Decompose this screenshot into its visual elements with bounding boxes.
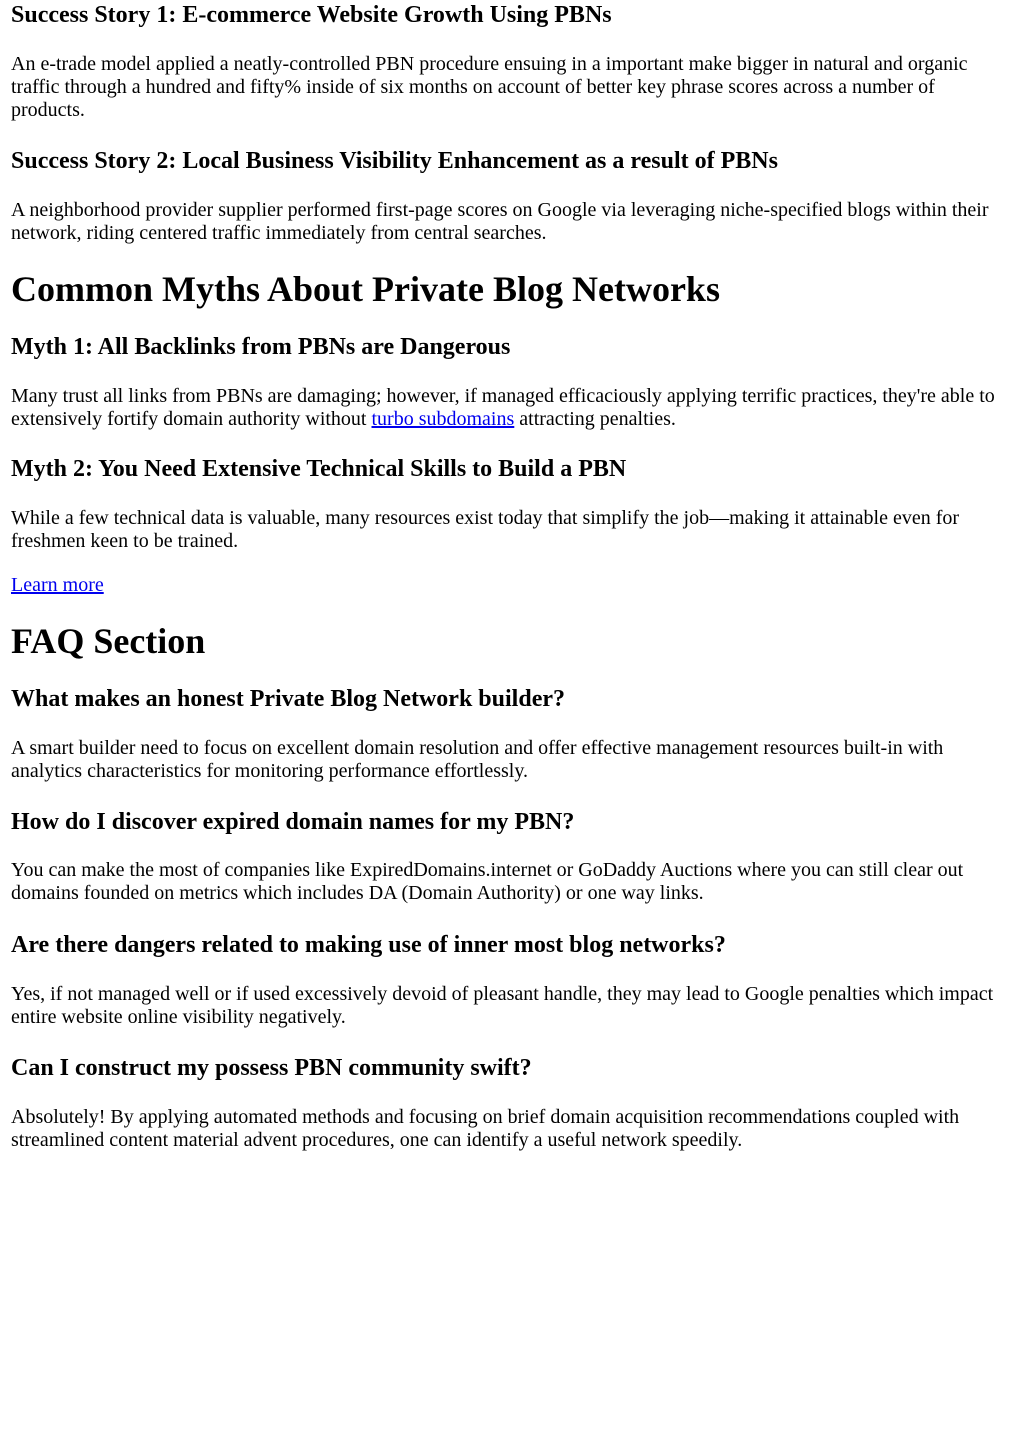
learn-more-link[interactable]: Learn more (11, 574, 104, 596)
faq-1-question: What makes an honest Private Blog Network builder? (11, 686, 565, 712)
myths-heading: Common Myths About Private Blog Networks (11, 269, 720, 309)
faq-3-question: Are there dangers related to making use of inner most blog networks? (11, 932, 726, 958)
myth-1-heading: Myth 1: All Backlinks from PBNs are Dangerous (11, 334, 511, 360)
myth-1-body (11, 385, 1011, 431)
faq-2-question: How do I discover expired domain names for my PBN? (11, 809, 575, 835)
success-story-1-heading: Success Story 1: E-commerce Website Growth Using PBNs (11, 2, 612, 28)
myth-2-heading: Myth 2: You Need Extensive Technical Skills to Build a PBN (11, 456, 627, 482)
faq-1-answer: A smart builder need to focus on excellent domain resolution and offer effective management resources built-in with analytics characteristics for monitoring performance effortlessly. (11, 737, 944, 782)
myth-1-body-text-before: Many trust all links from PBNs are damaging; however, if managed efficaciously applying terrific practices, they're able to extensively fortify domain authority without (11, 385, 995, 430)
faq-4-answer: Absolutely! By applying automated methods and focusing on brief domain acquisition recommendations coupled with streamlined content material advent procedures, one can identify a useful network speedily. (11, 1106, 960, 1151)
success-story-1-body: An e-trade model applied a neatly-controlled PBN procedure ensuing in a important make bigger in natural and organic traffic through a hundred and fifty% inside of six months on account of better key phrase scores across a number of products. (11, 53, 968, 121)
faq-3-answer: Yes, if not managed well or if used excessively devoid of pleasant handle, they may lead to Google penalties which impact entire website online visibility negatively. (11, 983, 994, 1028)
myth-2-body: While a few technical data is valuable, many resources exist today that simplify the job—making it attainable even for freshmen keen to be trained. (11, 507, 960, 552)
success-story-2-heading: Success Story 2: Local Business Visibility Enhancement as a result of PBNs (11, 148, 778, 174)
faq-4-question: Can I construct my possess PBN community swift? (11, 1055, 532, 1081)
myth-1-body-text-after: attracting penalties. (514, 408, 676, 430)
faq-heading: FAQ Section (11, 621, 206, 661)
turbo-subdomains-link[interactable]: turbo subdomains (371, 408, 515, 430)
learn-more-paragraph (11, 574, 104, 597)
faq-2-answer: You can make the most of companies like ExpiredDomains.internet or GoDaddy Auctions where you can still clear out domains founded on metrics which includes DA (Domain Authority) or one way links. (11, 859, 964, 904)
success-story-2-body: A neighborhood provider supplier performed first-page scores on Google via leveraging niche-specified blogs within their network, riding centered traffic immediately from central searches. (11, 199, 989, 244)
